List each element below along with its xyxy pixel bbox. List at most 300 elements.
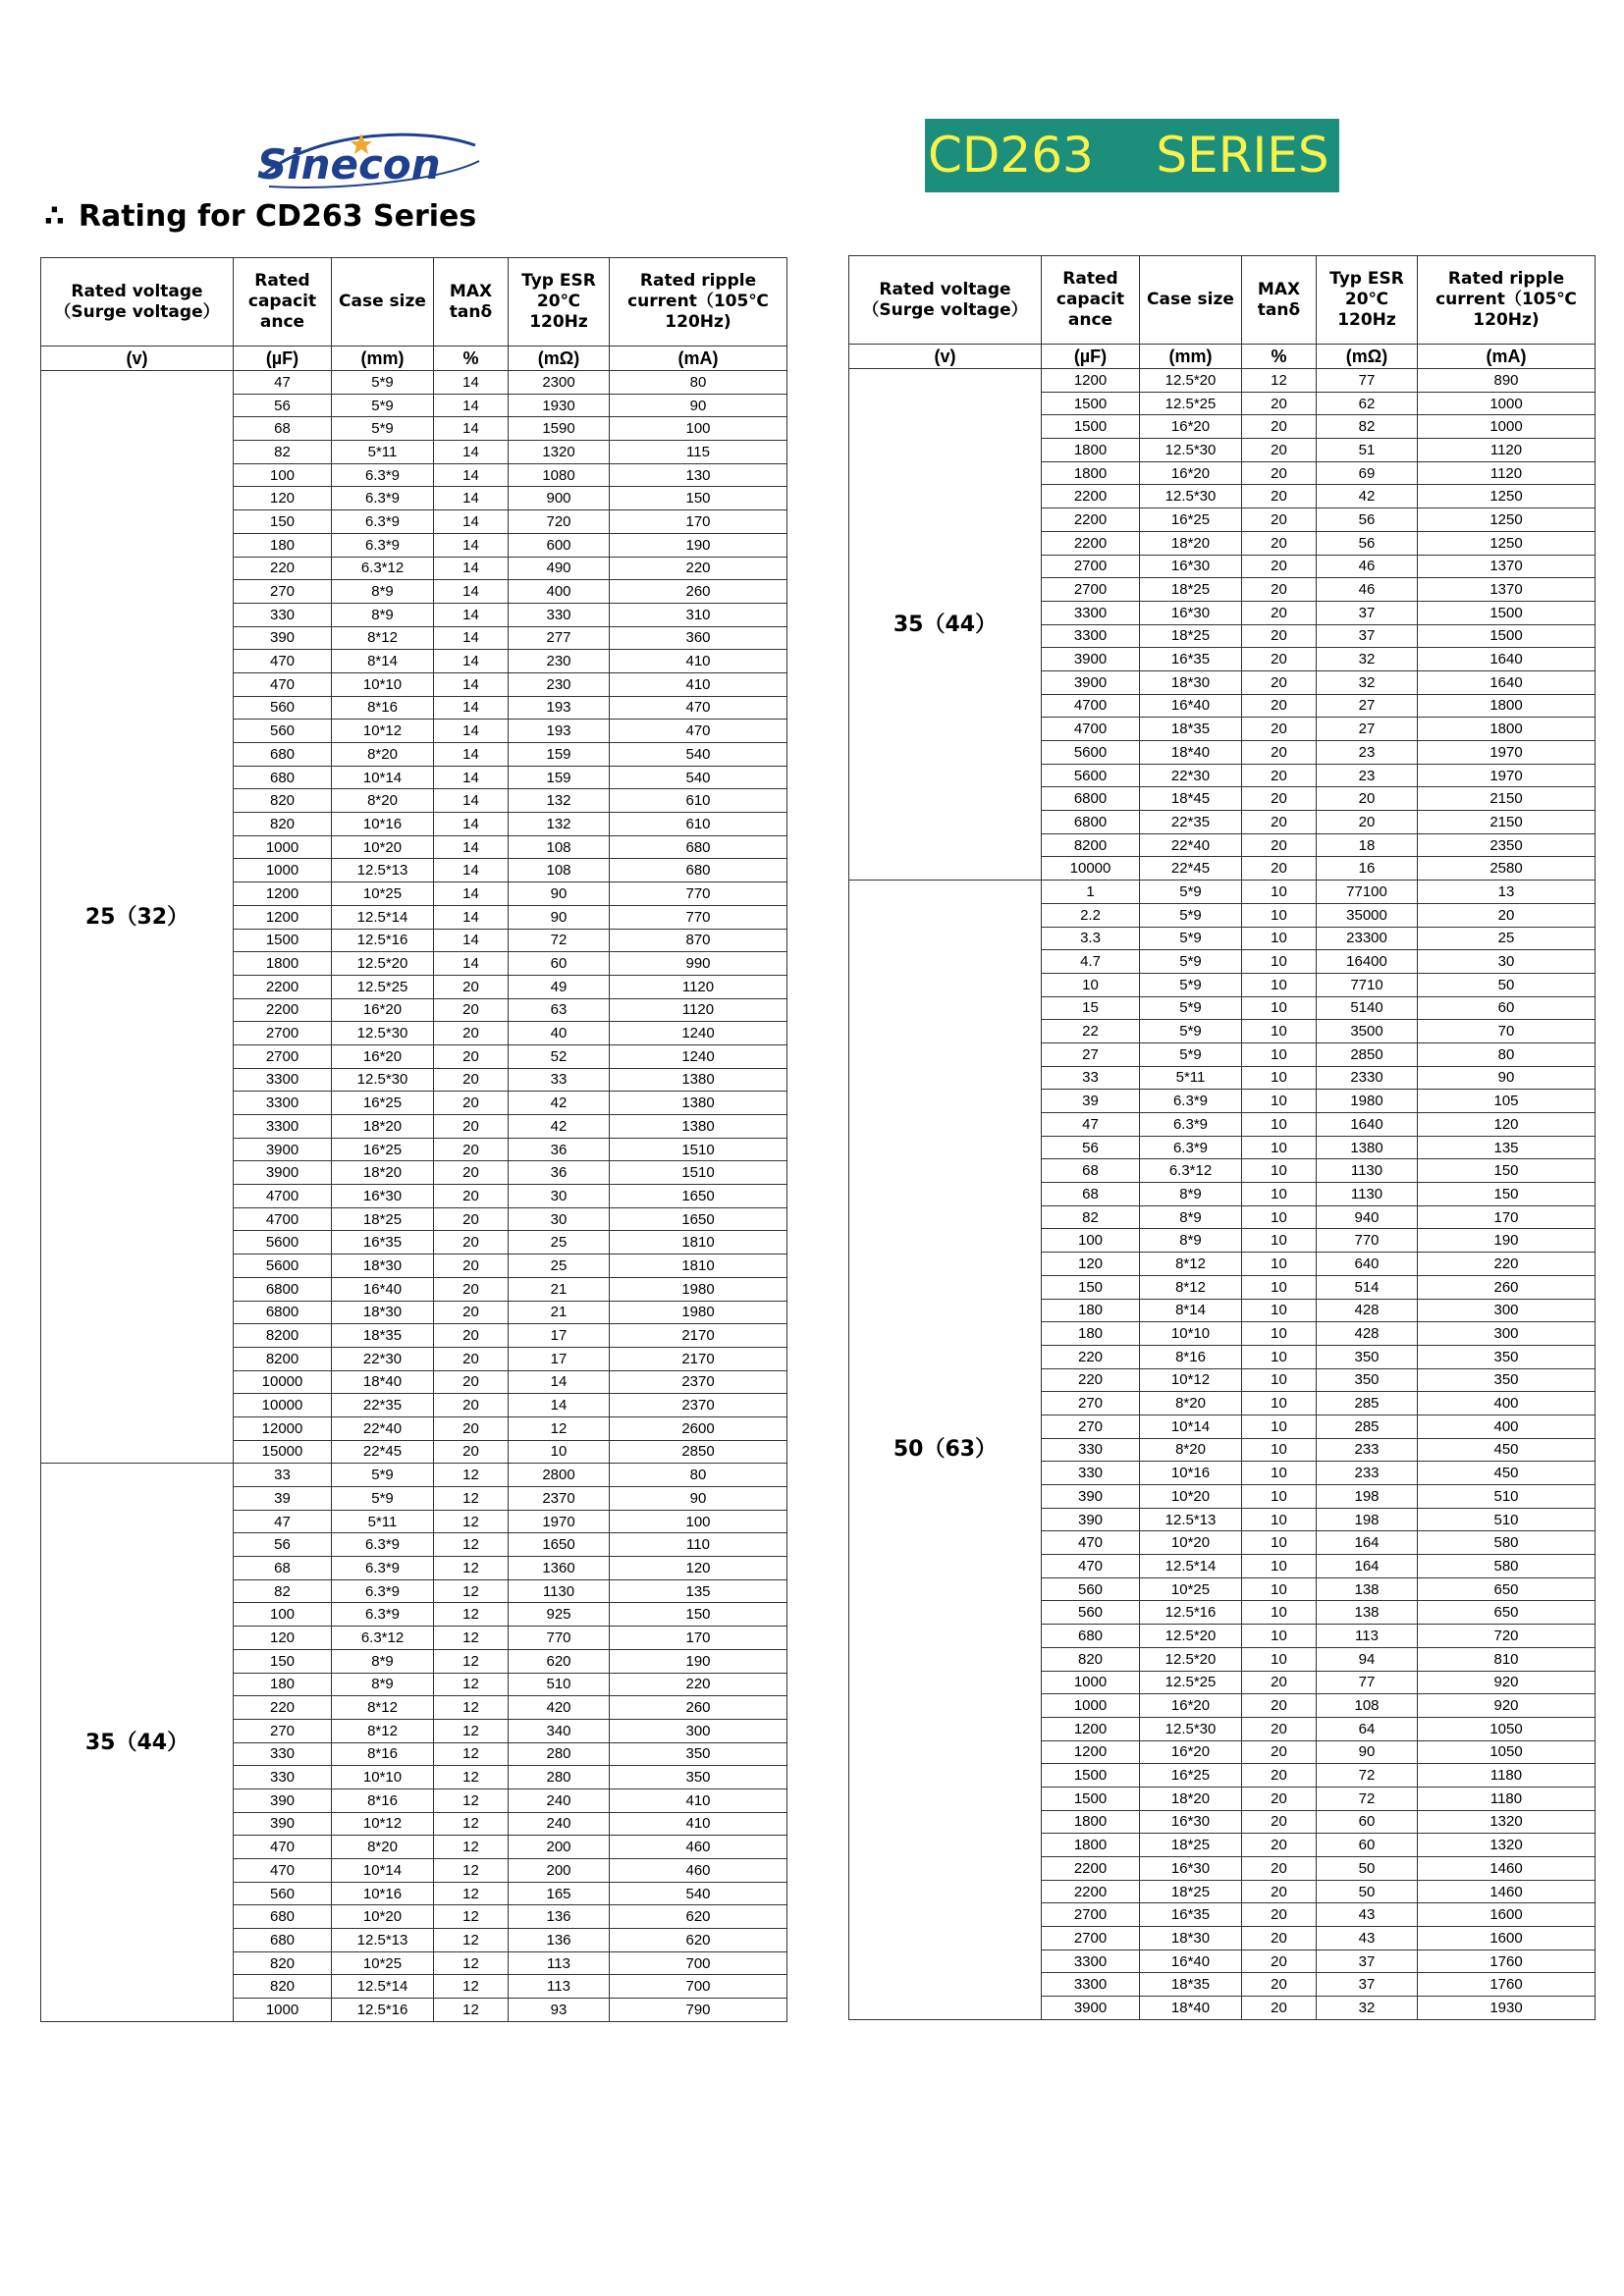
case-size-cell: 8*20 <box>1140 1438 1242 1462</box>
esr-cell: 164 <box>1317 1531 1418 1555</box>
esr-cell: 1130 <box>509 1579 610 1603</box>
capacitance-cell: 56 <box>1042 1136 1140 1159</box>
tan-cell: 10 <box>1242 1485 1317 1509</box>
case-size-cell: 8*12 <box>332 1719 434 1742</box>
tan-cell: 20 <box>1242 392 1317 415</box>
tan-cell: 20 <box>434 1277 509 1301</box>
esr-cell: 233 <box>1317 1438 1418 1462</box>
tan-cell: 14 <box>434 905 509 929</box>
tan-cell: 12 <box>434 1603 509 1627</box>
capacitance-cell: 56 <box>234 1533 332 1557</box>
esr-cell: 37 <box>1317 1973 1418 1997</box>
tan-cell: 10 <box>1242 1508 1317 1531</box>
case-size-cell: 6.3*9 <box>332 533 434 557</box>
tan-cell: 10 <box>1242 1601 1317 1625</box>
capacitance-cell: 470 <box>234 1836 332 1859</box>
capacitance-cell: 270 <box>1042 1392 1140 1415</box>
tan-cell: 10 <box>1242 950 1317 974</box>
tan-cell: 14 <box>434 672 509 696</box>
case-size-cell: 8*12 <box>332 626 434 650</box>
table-row <box>849 369 1596 393</box>
esr-cell: 136 <box>509 1929 610 1952</box>
case-size-cell: 22*30 <box>332 1347 434 1370</box>
ripple-cell: 30 <box>1418 950 1596 974</box>
tan-cell: 20 <box>434 1161 509 1185</box>
ripple-cell: 135 <box>610 1579 787 1603</box>
ripple-cell: 2580 <box>1418 857 1596 881</box>
esr-cell: 72 <box>1317 1764 1418 1788</box>
capacitance-cell: 3300 <box>1042 624 1140 648</box>
esr-cell: 620 <box>509 1649 610 1673</box>
ripple-cell: 1460 <box>1418 1880 1596 1903</box>
ripple-cell: 130 <box>610 463 787 487</box>
case-size-cell: 5*9 <box>1140 996 1242 1020</box>
tan-cell: 14 <box>434 789 509 813</box>
ripple-cell: 115 <box>610 441 787 464</box>
esr-cell: 164 <box>1317 1555 1418 1578</box>
case-size-cell: 16*20 <box>332 998 434 1022</box>
ripple-cell: 1000 <box>1418 392 1596 415</box>
esr-cell: 340 <box>509 1719 610 1742</box>
esr-cell: 23300 <box>1317 927 1418 950</box>
case-size-cell: 16*40 <box>332 1277 434 1301</box>
esr-cell: 77100 <box>1317 881 1418 904</box>
tan-cell: 14 <box>434 533 509 557</box>
ripple-cell: 770 <box>610 882 787 906</box>
ripple-cell: 1760 <box>1418 1973 1596 1997</box>
esr-cell: 25 <box>509 1231 610 1255</box>
case-size-cell: 6.3*12 <box>332 1627 434 1650</box>
esr-cell: 18 <box>1317 833 1418 857</box>
esr-cell: 400 <box>509 580 610 604</box>
ripple-cell: 360 <box>610 626 787 650</box>
ripple-cell: 1810 <box>610 1231 787 1255</box>
tan-cell: 10 <box>1242 1229 1317 1253</box>
esr-cell: 77 <box>1317 369 1418 393</box>
capacitance-cell: 39 <box>1042 1090 1140 1113</box>
tan-cell: 14 <box>434 743 509 767</box>
case-size-cell: 18*25 <box>1140 624 1242 648</box>
capacitance-cell: 2700 <box>1042 578 1140 602</box>
esr-cell: 40 <box>509 1022 610 1045</box>
esr-cell: 27 <box>1317 718 1418 741</box>
case-size-cell: 22*40 <box>332 1416 434 1440</box>
capacitance-cell: 33 <box>234 1464 332 1487</box>
esr-cell: 925 <box>509 1603 610 1627</box>
case-size-cell: 12.5*30 <box>1140 485 1242 508</box>
tan-cell: 20 <box>1242 718 1317 741</box>
capacitance-cell: 4700 <box>234 1185 332 1208</box>
ripple-cell: 410 <box>610 672 787 696</box>
capacitance-cell: 6800 <box>1042 811 1140 834</box>
case-size-cell: 8*9 <box>1140 1205 1242 1229</box>
tan-cell: 20 <box>434 1416 509 1440</box>
capacitance-cell: 820 <box>234 1951 332 1975</box>
case-size-cell: 18*35 <box>1140 718 1242 741</box>
tan-cell: 20 <box>1242 1949 1317 1973</box>
ripple-cell: 410 <box>610 650 787 673</box>
capacitance-cell: 1500 <box>1042 392 1140 415</box>
table-row <box>41 371 787 395</box>
esr-cell: 113 <box>509 1975 610 1999</box>
tan-cell: 14 <box>434 835 509 859</box>
ripple-cell: 1120 <box>610 998 787 1022</box>
ripple-cell: 400 <box>1418 1415 1596 1438</box>
ripple-cell: 1600 <box>1418 1903 1596 1927</box>
case-size-cell: 5*9 <box>332 1464 434 1487</box>
tan-cell: 12 <box>434 1627 509 1650</box>
capacitance-cell: 6800 <box>1042 787 1140 811</box>
case-size-cell: 6.3*9 <box>332 1533 434 1557</box>
ripple-cell: 580 <box>1418 1531 1596 1555</box>
case-size-cell: 12.5*20 <box>332 952 434 976</box>
tan-cell: 12 <box>434 1579 509 1603</box>
unit-esr: (mΩ) <box>1317 345 1418 369</box>
capacitance-cell: 220 <box>1042 1345 1140 1368</box>
esr-cell: 1130 <box>1317 1159 1418 1183</box>
ripple-cell: 1180 <box>1418 1787 1596 1810</box>
capacitance-cell: 1500 <box>1042 415 1140 439</box>
capacitance-cell: 330 <box>1042 1462 1140 1485</box>
case-size-cell: 8*16 <box>332 1789 434 1812</box>
capacitance-cell: 1500 <box>234 929 332 952</box>
capacitance-cell: 270 <box>1042 1415 1140 1438</box>
case-size-cell: 5*11 <box>1140 1066 1242 1090</box>
tan-cell: 14 <box>434 394 509 417</box>
capacitance-cell: 1800 <box>1042 461 1140 485</box>
tan-cell: 20 <box>1242 811 1317 834</box>
capacitance-cell: 2200 <box>1042 531 1140 555</box>
ripple-cell: 1650 <box>610 1207 787 1231</box>
ripple-cell: 1250 <box>1418 485 1596 508</box>
tan-cell: 20 <box>434 1115 509 1139</box>
ripple-cell: 650 <box>1418 1577 1596 1601</box>
tan-cell: 12 <box>434 1951 509 1975</box>
esr-cell: 36 <box>509 1161 610 1185</box>
tan-cell: 20 <box>434 1185 509 1208</box>
capacitance-cell: 680 <box>234 743 332 767</box>
tan-cell: 20 <box>1242 1927 1317 1950</box>
tan-cell: 12 <box>434 1673 509 1696</box>
capacitance-cell: 1200 <box>234 905 332 929</box>
capacitance-cell: 1000 <box>234 1999 332 2022</box>
tan-cell: 12 <box>434 1766 509 1789</box>
capacitance-cell: 1500 <box>1042 1787 1140 1810</box>
esr-cell: 514 <box>1317 1275 1418 1299</box>
case-size-cell: 10*12 <box>1140 1368 1242 1392</box>
tan-cell: 14 <box>434 510 509 534</box>
esr-cell: 50 <box>1317 1857 1418 1881</box>
esr-cell: 7710 <box>1317 973 1418 996</box>
capacitance-cell: 3300 <box>234 1068 332 1092</box>
ripple-cell: 1240 <box>610 1022 787 1045</box>
unit-ripple: (mA) <box>1418 345 1596 369</box>
tan-cell: 10 <box>1242 1299 1317 1322</box>
ripple-cell: 300 <box>610 1719 787 1742</box>
case-size-cell: 6.3*12 <box>332 557 434 580</box>
case-size-cell: 18*35 <box>332 1324 434 1348</box>
case-size-cell: 10*20 <box>1140 1485 1242 1509</box>
ripple-cell: 350 <box>1418 1368 1596 1392</box>
capacitance-cell: 22 <box>1042 1020 1140 1043</box>
ripple-cell: 1970 <box>1418 764 1596 787</box>
capacitance-cell: 470 <box>234 650 332 673</box>
tan-cell: 20 <box>1242 1880 1317 1903</box>
esr-cell: 51 <box>1317 439 1418 462</box>
ripple-cell: 310 <box>610 603 787 626</box>
capacitance-cell: 150 <box>234 1649 332 1673</box>
case-size-cell: 10*25 <box>332 882 434 906</box>
case-size-cell: 8*9 <box>332 603 434 626</box>
ripple-cell: 90 <box>610 394 787 417</box>
tan-cell: 14 <box>434 859 509 882</box>
esr-cell: 2800 <box>509 1464 610 1487</box>
tan-cell: 20 <box>1242 694 1317 718</box>
tan-cell: 10 <box>1242 1159 1317 1183</box>
ripple-cell: 350 <box>610 1766 787 1789</box>
therefore-symbol: ∴ <box>44 199 65 234</box>
ripple-cell: 2150 <box>1418 787 1596 811</box>
capacitance-cell: 15000 <box>234 1440 332 1464</box>
series-title-badge: CD263 SERIES <box>925 119 1339 192</box>
tan-cell: 20 <box>1242 1764 1317 1788</box>
capacitance-cell: 220 <box>234 1696 332 1720</box>
ripple-cell: 1250 <box>1418 531 1596 555</box>
unit-voltage: (v) <box>849 345 1042 369</box>
capacitance-cell: 5600 <box>1042 741 1140 765</box>
capacitance-cell: 1000 <box>1042 1694 1140 1718</box>
case-size-cell: 8*16 <box>332 696 434 720</box>
esr-cell: 56 <box>1317 508 1418 532</box>
case-size-cell: 16*20 <box>1140 1694 1242 1718</box>
ripple-cell: 350 <box>610 1742 787 1766</box>
case-size-cell: 22*40 <box>1140 833 1242 857</box>
col-header-ripple: Rated ripple current（105℃ 120Hz) <box>610 258 787 347</box>
ripple-cell: 1510 <box>610 1161 787 1185</box>
col-header-tan: MAX tanδ <box>1242 256 1317 345</box>
case-size-cell: 18*45 <box>1140 787 1242 811</box>
capacitance-cell: 2200 <box>1042 485 1140 508</box>
capacitance-cell: 470 <box>1042 1531 1140 1555</box>
tan-cell: 14 <box>434 650 509 673</box>
tan-cell: 20 <box>1242 670 1317 694</box>
ripple-cell: 460 <box>610 1836 787 1859</box>
unit-esr: (mΩ) <box>509 347 610 371</box>
tan-cell: 12 <box>434 1464 509 1487</box>
ripple-cell: 990 <box>610 952 787 976</box>
esr-cell: 30 <box>509 1207 610 1231</box>
ripple-cell: 1640 <box>1418 670 1596 694</box>
capacitance-cell: 2700 <box>1042 555 1140 578</box>
tan-cell: 12 <box>434 1859 509 1883</box>
rating-table-left <box>40 257 787 2022</box>
esr-cell: 240 <box>509 1812 610 1836</box>
ripple-cell: 920 <box>1418 1694 1596 1718</box>
capacitance-cell: 560 <box>234 1882 332 1905</box>
case-size-cell: 18*20 <box>332 1161 434 1185</box>
tan-cell: 20 <box>1242 415 1317 439</box>
ripple-cell: 700 <box>610 1975 787 1999</box>
esr-cell: 23 <box>1317 741 1418 765</box>
tan-cell: 20 <box>434 1370 509 1394</box>
case-size-cell: 6.3*9 <box>332 1579 434 1603</box>
case-size-cell: 16*35 <box>1140 648 1242 671</box>
case-size-cell: 12.5*14 <box>332 905 434 929</box>
tan-cell: 10 <box>1242 1090 1317 1113</box>
esr-cell: 1080 <box>509 463 610 487</box>
tan-cell: 10 <box>1242 1345 1317 1368</box>
case-size-cell: 16*30 <box>1140 1810 1242 1834</box>
esr-cell: 490 <box>509 557 610 580</box>
capacitance-cell: 3900 <box>1042 648 1140 671</box>
case-size-cell: 16*20 <box>1140 1740 1242 1764</box>
capacitance-cell: 8200 <box>1042 833 1140 857</box>
tan-cell: 20 <box>434 1394 509 1417</box>
ripple-cell: 1800 <box>1418 718 1596 741</box>
case-size-cell: 12.5*20 <box>1140 369 1242 393</box>
case-size-cell: 16*30 <box>1140 1857 1242 1881</box>
tan-cell: 14 <box>434 603 509 626</box>
esr-cell: 16400 <box>1317 950 1418 974</box>
capacitance-cell: 68 <box>234 1557 332 1580</box>
case-size-cell: 6.3*9 <box>332 510 434 534</box>
case-size-cell: 10*16 <box>332 813 434 836</box>
esr-cell: 198 <box>1317 1485 1418 1509</box>
esr-cell: 14 <box>509 1370 610 1394</box>
tan-cell: 14 <box>434 696 509 720</box>
ripple-cell: 1930 <box>1418 1997 1596 2020</box>
ripple-cell: 70 <box>1418 1020 1596 1043</box>
tan-cell: 20 <box>1242 833 1317 857</box>
capacitance-cell: 470 <box>234 1859 332 1883</box>
case-size-cell: 8*9 <box>332 1649 434 1673</box>
tan-cell: 20 <box>1242 578 1317 602</box>
case-size-cell: 16*40 <box>1140 1949 1242 1973</box>
case-size-cell: 10*12 <box>332 720 434 743</box>
esr-cell: 240 <box>509 1789 610 1812</box>
ripple-cell: 1980 <box>610 1301 787 1324</box>
case-size-cell: 8*12 <box>1140 1253 1242 1276</box>
case-size-cell: 5*9 <box>332 417 434 441</box>
esr-cell: 350 <box>1317 1345 1418 1368</box>
ripple-cell: 110 <box>610 1533 787 1557</box>
case-size-cell: 22*30 <box>1140 764 1242 787</box>
case-size-cell: 10*16 <box>1140 1462 1242 1485</box>
case-size-cell: 5*9 <box>332 1487 434 1511</box>
capacitance-cell: 3300 <box>1042 601 1140 624</box>
ripple-cell: 100 <box>610 417 787 441</box>
case-size-cell: 16*20 <box>1140 415 1242 439</box>
tan-cell: 12 <box>434 1812 509 1836</box>
col-header-voltage: Rated voltage （Surge voltage） <box>849 256 1042 345</box>
capacitance-cell: 180 <box>1042 1299 1140 1322</box>
tan-cell: 20 <box>1242 1787 1317 1810</box>
capacitance-cell: 100 <box>1042 1229 1140 1253</box>
capacitance-cell: 1200 <box>234 882 332 906</box>
ripple-cell: 720 <box>1418 1625 1596 1648</box>
capacitance-cell: 100 <box>234 463 332 487</box>
tan-cell: 20 <box>1242 461 1317 485</box>
tan-cell: 20 <box>1242 1717 1317 1740</box>
capacitance-cell: 3900 <box>234 1138 332 1161</box>
col-header-voltage: Rated voltage （Surge voltage） <box>41 258 234 347</box>
capacitance-cell: 68 <box>1042 1183 1140 1206</box>
esr-cell: 17 <box>509 1324 610 1348</box>
logo-text: Sinecon <box>257 140 441 188</box>
capacitance-cell: 8200 <box>234 1347 332 1370</box>
case-size-cell: 18*30 <box>332 1255 434 1278</box>
tan-cell: 12 <box>434 1742 509 1766</box>
sinecon-logo <box>253 126 485 194</box>
col-header-capacitance: Rated capacit ance <box>234 258 332 347</box>
capacitance-cell: 560 <box>1042 1601 1140 1625</box>
esr-cell: 2370 <box>509 1487 610 1511</box>
capacitance-cell: 680 <box>234 766 332 789</box>
tan-cell: 20 <box>1242 439 1317 462</box>
voltage-group-cell: 35（44） <box>849 369 1042 881</box>
esr-cell: 420 <box>509 1696 610 1720</box>
capacitance-cell: 150 <box>1042 1275 1140 1299</box>
tan-cell: 14 <box>434 557 509 580</box>
ripple-cell: 220 <box>610 1673 787 1696</box>
ripple-cell: 1380 <box>610 1092 787 1115</box>
esr-cell: 5140 <box>1317 996 1418 1020</box>
capacitance-cell: 3300 <box>234 1115 332 1139</box>
ripple-cell: 2850 <box>610 1440 787 1464</box>
esr-cell: 42 <box>509 1115 610 1139</box>
esr-cell: 72 <box>1317 1787 1418 1810</box>
case-size-cell: 12.5*16 <box>332 929 434 952</box>
capacitance-cell: 820 <box>234 1975 332 1999</box>
esr-cell: 330 <box>509 603 610 626</box>
case-size-cell: 6.3*9 <box>1140 1090 1242 1113</box>
heading-text: Rating for CD263 Series <box>78 199 477 234</box>
capacitance-cell: 120 <box>234 487 332 510</box>
capacitance-cell: 390 <box>1042 1508 1140 1531</box>
capacitance-cell: 560 <box>1042 1577 1140 1601</box>
ripple-cell: 2370 <box>610 1394 787 1417</box>
unit-capacitance: (µF) <box>1042 345 1140 369</box>
case-size-cell: 16*30 <box>1140 601 1242 624</box>
tan-cell: 14 <box>434 952 509 976</box>
esr-cell: 62 <box>1317 392 1418 415</box>
case-size-cell: 8*16 <box>1140 1345 1242 1368</box>
case-size-cell: 18*35 <box>1140 1973 1242 1997</box>
tan-cell: 20 <box>434 1207 509 1231</box>
ripple-cell: 1380 <box>610 1068 787 1092</box>
tan-cell: 20 <box>1242 508 1317 532</box>
ripple-cell: 1120 <box>1418 439 1596 462</box>
esr-cell: 60 <box>509 952 610 976</box>
ripple-cell: 620 <box>610 1929 787 1952</box>
ripple-cell: 460 <box>610 1859 787 1883</box>
case-size-cell: 18*25 <box>332 1207 434 1231</box>
ripple-cell: 190 <box>1418 1229 1596 1253</box>
capacitance-cell: 4700 <box>1042 694 1140 718</box>
esr-cell: 200 <box>509 1859 610 1883</box>
capacitance-cell: 820 <box>1042 1647 1140 1671</box>
tan-cell: 10 <box>1242 1205 1317 1229</box>
ripple-cell: 1000 <box>1418 415 1596 439</box>
voltage-group-cell: 25（32） <box>41 371 234 1464</box>
esr-cell: 113 <box>509 1951 610 1975</box>
case-size-cell: 6.3*9 <box>332 487 434 510</box>
tan-cell: 20 <box>1242 1903 1317 1927</box>
ripple-cell: 220 <box>1418 1253 1596 1276</box>
ripple-cell: 1980 <box>610 1277 787 1301</box>
voltage-group-cell: 50（63） <box>849 881 1042 2020</box>
case-size-cell: 10*20 <box>1140 1531 1242 1555</box>
